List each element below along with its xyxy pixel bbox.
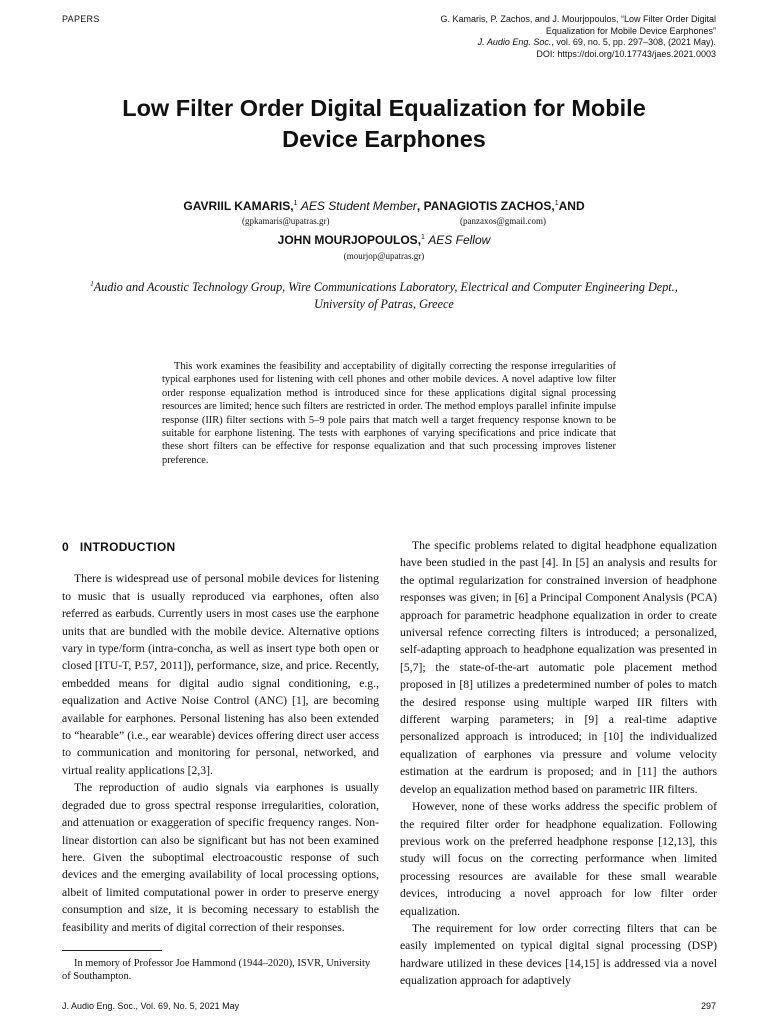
paper-title-line-2: Device Earphones [282,126,486,152]
citation-volume: , vol. 69, no. 5, pp. 297–308, (2021 May). [551,37,716,47]
affiliation-mark: 1 [90,280,94,288]
author-2-name: , PANAGIOTIS ZACHOS, [416,199,555,213]
affiliation-text-1: Audio and Acoustic Technology Group, Wire Communications Laboratory, Electrical and Computer Engineering Dept., [93,280,678,295]
section-number: 0 [62,540,69,554]
page-number: 297 [700,1001,716,1011]
citation-journal: J. Audio Eng. Soc. [477,37,552,47]
author-line-2 [60,233,708,247]
author-1-name: GAVRIIL KAMARIS, [183,199,294,213]
right-column [400,537,717,990]
citation-line-1: G. Kamaris, P. Zachos, and J. Mourjopoulos, “Low Filter Order Digital [440,14,716,24]
abstract: This work examines the feasibility and acceptability of digitally correcting the response irregularities of typical earphones used for listening with cell phones and other mobile devices. A novel adaptive low filter order response equalization method is introduced since for these applications digital signal processing resources are limited; hence such filters are restricted in order. The method employs parallel infinite impulse response (IIR) filter sections with 5–9 pole pairs that match well a target frequency response known to be suitable for earphone listening. The tests with earphones of varying specifications and price indicate that these short filters can be effective for response equalization and that such processing improves listener preference. [162,361,616,466]
affiliation [60,276,708,313]
paragraph: The reproduction of audio signals via earphones is usually degraded due to gross spectral response irregularities, coloration, and attenuation or exaggeration of specific frequency ranges. Non-linear distortion can also be significant but has not been examined here. Given the suboptimal electroacoustic response of such devices and the emerging availability of local processing options, albeit of limited computational power in order to preserve energy consumption and size, it is becoming necessary to establish the feasibility and merits of digital correction of their responses. [62,781,379,934]
section-title: INTRODUCTION [79,540,176,554]
left-column [62,537,379,936]
paragraph: The requirement for low order correcting filters that can be easily implemented on typical digital signal processing (DSP) hardware utilized in these devices [14,15] is addressed via a novel equalization approach for adaptively [400,921,717,988]
author-3-role: AES Fellow [428,233,491,247]
running-header-section: PAPERS [62,14,100,24]
author-3-email: (mourjop@upatras.gr) [343,251,425,261]
author-3-name: JOHN MOURJOPOULOS, [277,233,422,247]
paragraph: However, none of these works address the specific problem of the required filter order for headphone equalization. Following previous work on the preferred headphone response [12,13], this study will focus on the correcting performance when limited processing resources are available for these small wearable devices, introducing a novel approach for low filter order equalization. [400,800,717,918]
citation-line-3 [376,37,716,49]
author-2-affil-mark: 1 [554,200,559,207]
citation-line-2: Equalization for Mobile Device Earphones” [545,25,716,36]
author-3-affil-mark: 1 [421,234,425,241]
author-2-email: (panzaxos@gmail.com) [460,216,547,226]
footer-journal: J. Audio Eng. Soc., Vol. 69, No. 5, 2021 May [62,1001,240,1011]
running-header-citation [376,14,716,60]
section-heading-introduction [62,539,379,556]
author-and: AND [558,199,585,213]
footnote: In memory of Professor Joe Hammond (1944–2020), ISVR, University of Southampton. [62,958,371,982]
affiliation-line-1 [60,276,708,296]
paper-title-line-1: Low Filter Order Digital Equalization for Mobile [122,95,646,121]
paragraph: The specific problems related to digital headphone equalization have been studied in the past [4]. In [5] an analysis and results for the optimal regularization for constrained inversion of headphone responses was given; in [6] a Principal Component Analysis (PCA) approach for parametric headphone equalization in order to create universal refence correcting filters is introduced; a personalized, self-adapting approach to headphone equalization was presented in [5,7]; the state-of-the-art automatic pole placement method proposed in [8] utilizes a predetermined number of poles to match the desired response using multiple warped IIR filters with different warping parameters; in [9] a real-time adaptive personalized approach is introduced; in [10] the individualized equalization of earphones via pressure and volume velocity estimation at the eardrum is proposed; and in [11] the authors develop an equalization method based on parametric IIR filters. [400,539,717,796]
paragraph: There is widespread use of personal mobile devices for listening to music that is usually reproduced via earphones, often also referred as earbuds. Currently users in most cases use the earphone units that are bundled with the mobile device. Alternative options vary in type/form (intra-concha, as well as insert type both open or closed [ITU-T, P.57, 2011]), performance, size, and price. Recently, embedded means for digital audio signal conditioning, e.g., equalization and Active Noise Control (ANC) [1], are becoming available for earphones. Personal listening has also been extended to “hearable” (i.e., ear wearable) devices offering direct user access to communication and monitoring for personal, networked, and virtual reality applications [2,3]. [62,572,379,777]
author-1-email: (gpkamaris@upatras.gr) [242,216,330,226]
citation-doi: DOI: https://doi.org/10.17743/jaes.2021.0003 [536,48,716,59]
author-line-1 [60,199,708,213]
affiliation-line-2: University of Patras, Greece [314,297,454,312]
footnote-rule [62,950,162,951]
author-1-affil-mark: 1 [293,200,298,207]
author-1-role: AES Student Member [300,199,417,213]
paper-title [60,93,708,155]
